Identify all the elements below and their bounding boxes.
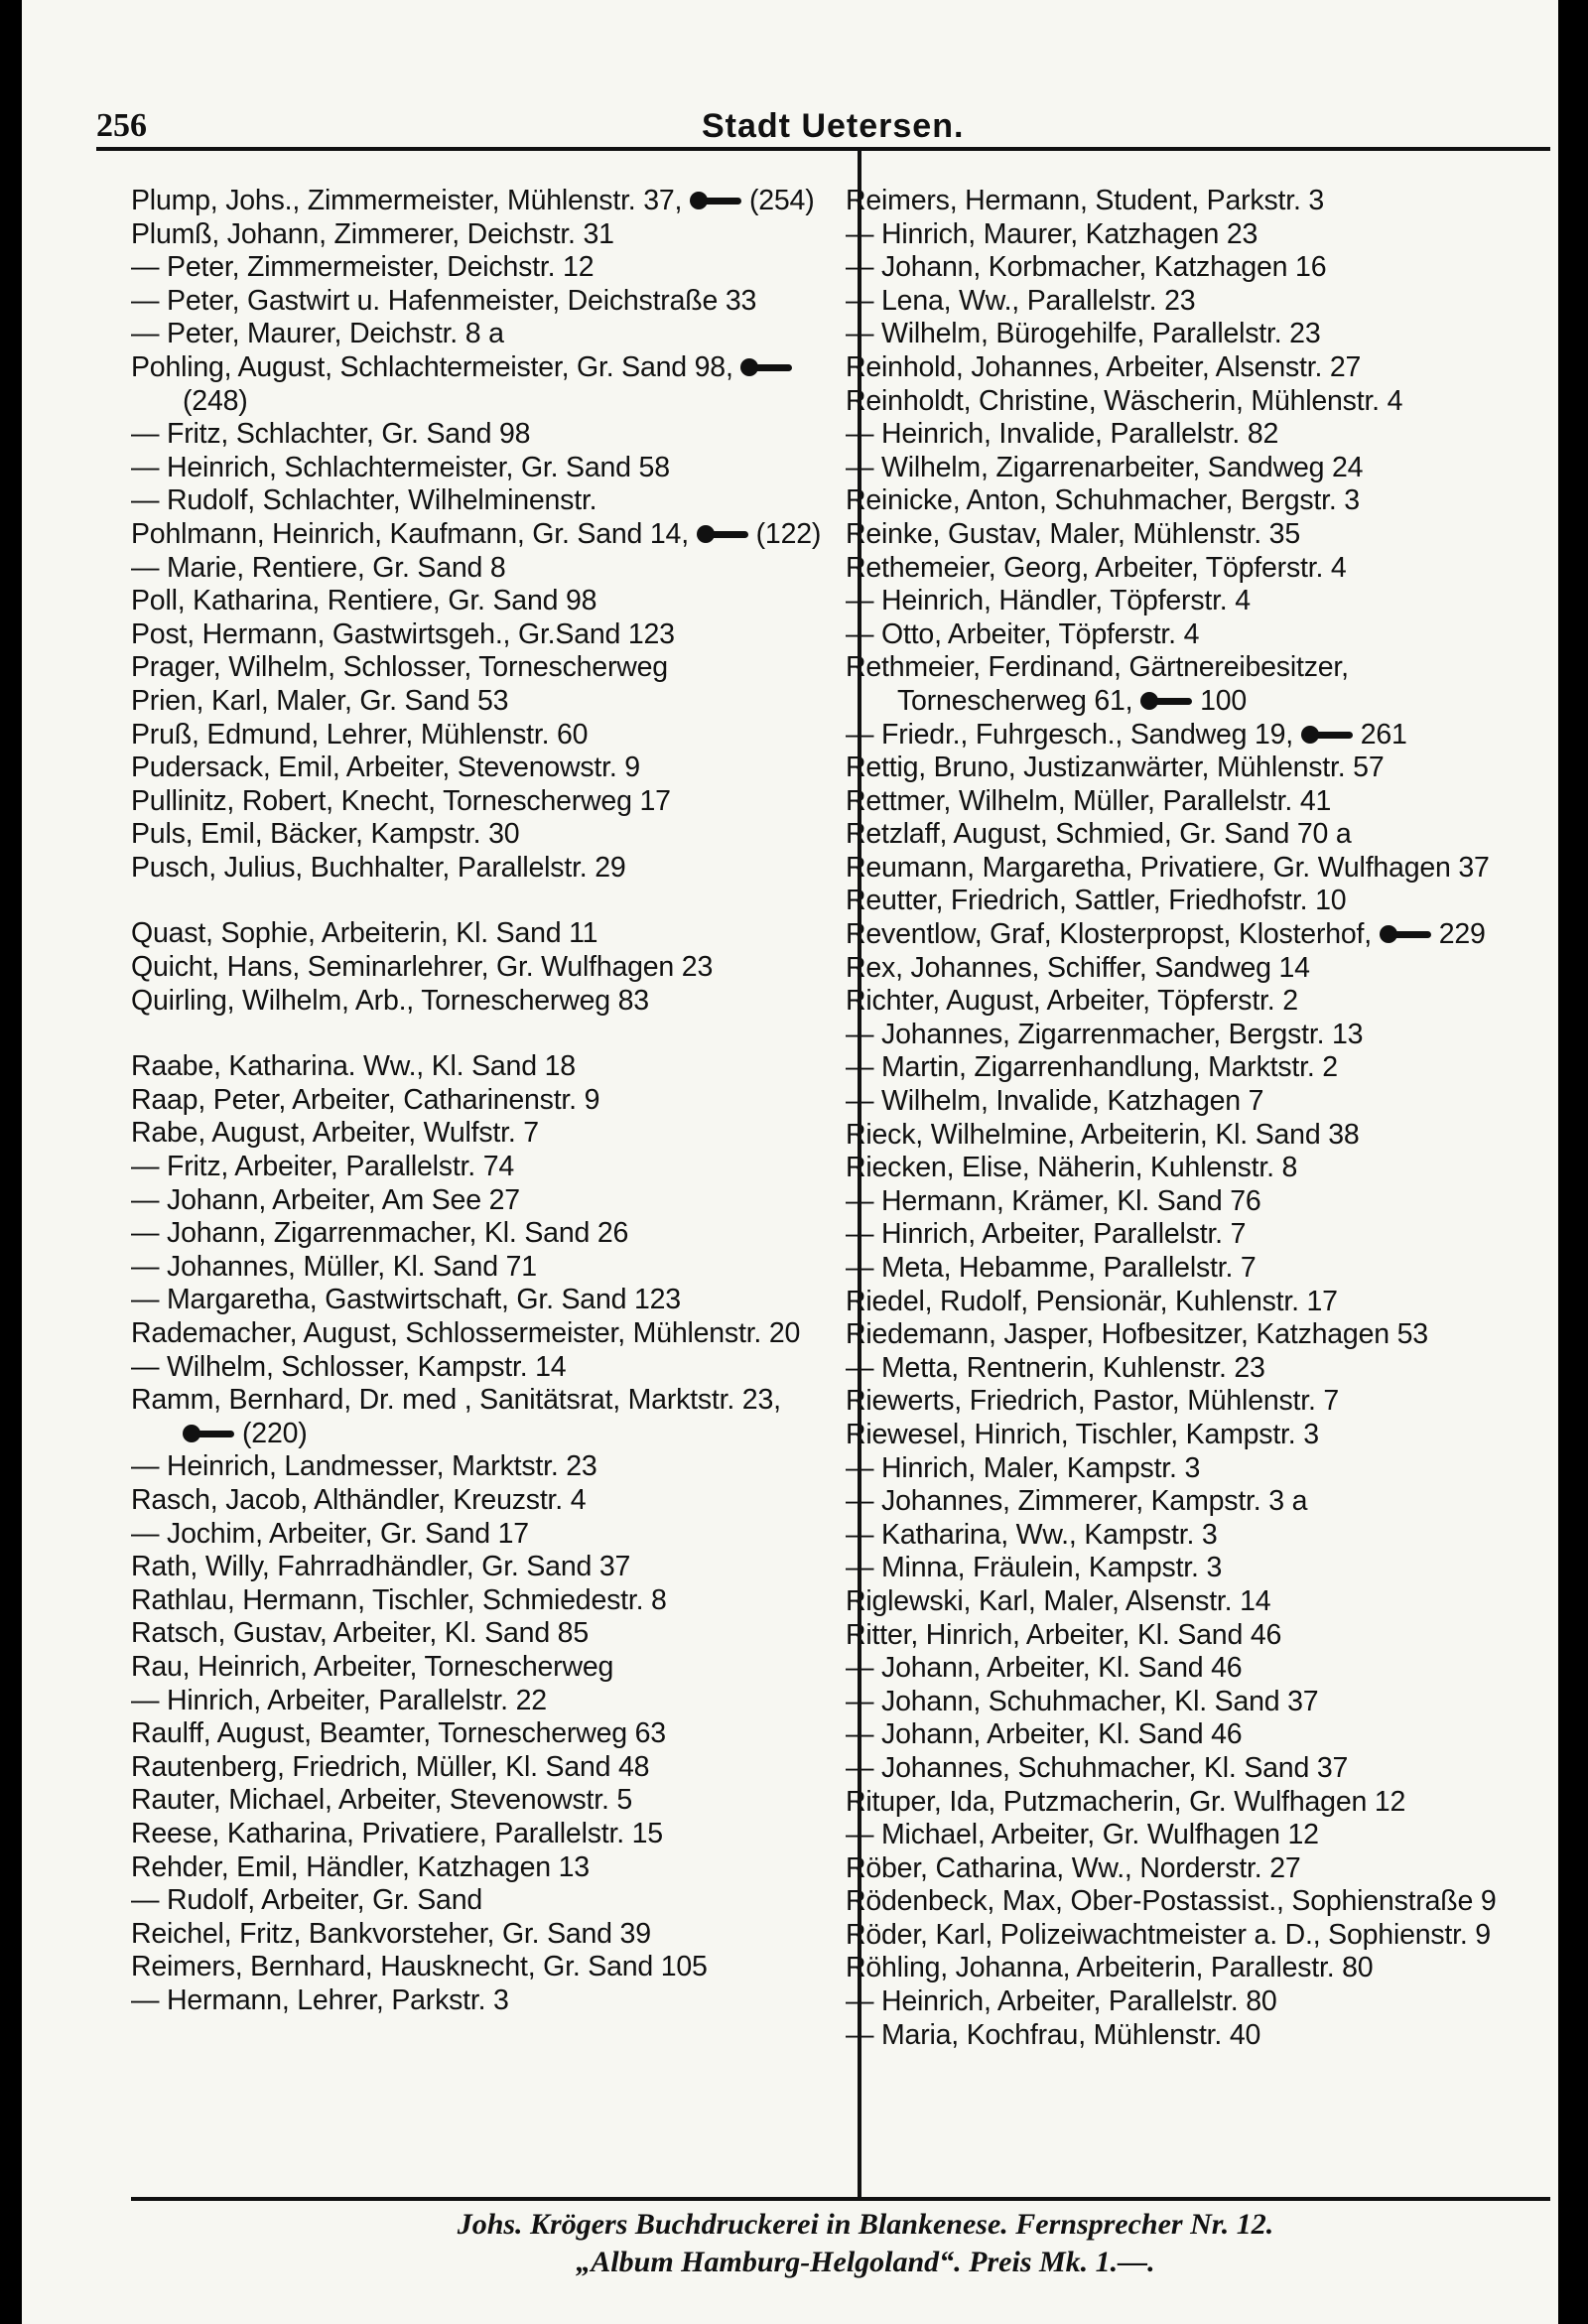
printer-footer: [191, 2206, 1540, 2281]
directory-entry: [846, 1185, 1521, 1219]
directory-entry: [846, 618, 1521, 652]
entry-text: Puls, Emil, Bäcker, Kampstr. 30: [131, 818, 520, 851]
entry-text: Riedel, Rudolf, Pensionär, Kuhlenstr. 17: [846, 1285, 1338, 1317]
entry-text: — Otto, Arbeiter, Töpferstr. 4: [846, 617, 1200, 650]
entry-text: Rademacher, August, Schlossermeister, Mühlenstr. 20: [131, 1317, 801, 1349]
entry-text: — Heinrich, Landmesser, Marktstr. 23: [131, 1450, 597, 1483]
directory-entry: [131, 351, 838, 418]
entry-text: Riecken, Elise, Näherin, Kuhlenstr. 8: [846, 1152, 1298, 1184]
directory-entry: [131, 1284, 838, 1317]
entry-text: — Maria, Kochfrau, Mühlenstr. 40: [846, 2018, 1261, 2051]
directory-entry: [131, 852, 838, 886]
phone-number: (254): [748, 185, 815, 216]
directory-entry: [846, 918, 1521, 952]
entry-text: Post, Hermann, Gastwirtsgeh., Gr.Sand 123: [131, 617, 675, 650]
directory-entry: [131, 1584, 838, 1618]
directory-entry: [846, 1352, 1521, 1386]
entry-text: — Johann, Arbeiter, Am See 27: [131, 1183, 520, 1216]
phone-number: (248): [183, 384, 248, 417]
telephone-hand-icon: [1140, 690, 1194, 712]
entry-text: Poll, Katharina, Rentiere, Gr. Sand 98: [131, 585, 597, 617]
entry-text: Röber, Catharina, Ww., Norderstr. 27: [846, 1851, 1301, 1884]
entry-text: — Peter, Zimmermeister, Deichstr. 12: [131, 251, 595, 284]
directory-entry: [131, 1851, 838, 1885]
entry-text: Röder, Karl, Polizeiwachtmeister a. D., Sophienstr. 9: [846, 1918, 1491, 1951]
directory-entry: [131, 552, 838, 586]
entry-text: Rituper, Ida, Putzmacherin, Gr. Wulfhagen 12: [846, 1785, 1406, 1818]
directory-entry: [846, 552, 1521, 586]
entry-text: — Hinrich, Maler, Kampstr. 3: [846, 1451, 1201, 1484]
entry-text: — Heinrich, Händler, Töpferstr. 4: [846, 585, 1251, 617]
entry-text: Rethemeier, Georg, Arbeiter, Töpferstr. 4: [846, 551, 1347, 584]
directory-entry: [131, 651, 838, 685]
directory-entry: [131, 484, 838, 518]
directory-entry: [846, 185, 1521, 218]
entry-text: — Johannes, Schuhmacher, Kl. Sand 37: [846, 1751, 1349, 1784]
directory-entry: [846, 285, 1521, 319]
entry-text: Rehder, Emil, Händler, Katzhagen 13: [131, 1850, 590, 1883]
entry-text: — Katharina, Ww., Kampstr. 3: [846, 1518, 1218, 1551]
directory-entry: [846, 1985, 1521, 2019]
directory-entry: [131, 1651, 838, 1685]
telephone-hand-icon: [740, 356, 794, 378]
directory-entry: [131, 917, 838, 951]
directory-entry: [131, 785, 838, 819]
directory-entry: [846, 1085, 1521, 1119]
entry-text: Quicht, Hans, Seminarlehrer, Gr. Wulfhagen 23: [131, 951, 714, 984]
directory-entry: [131, 1450, 838, 1484]
phone-number: 100: [1200, 684, 1248, 717]
directory-entry: [846, 251, 1521, 285]
right-column: [846, 185, 1521, 2052]
entry-text: Quast, Sophie, Arbeiterin, Kl. Sand 11: [131, 917, 598, 950]
directory-entry: [131, 1151, 838, 1184]
entry-text: — Heinrich, Invalide, Parallelstr. 82: [846, 418, 1279, 451]
entry-text: Reumann, Margaretha, Privatiere, Gr. Wulfhagen 37: [846, 851, 1490, 884]
directory-entry: [131, 518, 838, 552]
entry-text: Reutter, Friedrich, Sattler, Friedhofstr. 10: [846, 885, 1347, 917]
entry-text: — Wilhelm, Bürogehilfe, Parallelstr. 23: [846, 318, 1321, 350]
directory-entry: [131, 1251, 838, 1285]
directory-entry: [131, 1551, 838, 1584]
directory-entry: [846, 1852, 1521, 1886]
directory-entry: [846, 1385, 1521, 1419]
directory-entry: [131, 285, 838, 319]
entry-text: Ratsch, Gustav, Arbeiter, Kl. Sand 85: [131, 1617, 589, 1650]
directory-entry: [846, 585, 1521, 618]
entry-text: — Johann, Schuhmacher, Kl. Sand 37: [846, 1685, 1319, 1717]
directory-entry: [846, 1919, 1521, 1953]
entry-text: Rasch, Jacob, Althändler, Kreuzstr. 4: [131, 1483, 587, 1516]
directory-entry: [131, 1518, 838, 1552]
entry-text: Riewerts, Friedrich, Pastor, Mühlenstr. 7: [846, 1385, 1340, 1418]
entry-text: — Heinrich, Schlachtermeister, Gr. Sand 58: [131, 451, 670, 483]
entry-text: — Heinrich, Arbeiter, Parallelstr. 80: [846, 1985, 1277, 2018]
entry-text: — Lena, Ww., Parallelstr. 23: [846, 284, 1196, 317]
entry-text: — Johannes, Müller, Kl. Sand 71: [131, 1250, 537, 1283]
phone-number: (220): [242, 1417, 308, 1449]
page-header: [96, 107, 1545, 147]
entry-text: — Hermann, Krämer, Kl. Sand 76: [846, 1184, 1261, 1217]
entry-text: Reichel, Fritz, Bankvorsteher, Gr. Sand 39: [131, 1917, 651, 1950]
entry-text: Reese, Katharina, Privatiere, Parallelstr. 15: [131, 1817, 663, 1849]
directory-entry: [846, 1485, 1521, 1519]
header-rule: [96, 147, 1550, 151]
entry-text: Rethmeier, Ferdinand, Gärtnereibesitzer, Tornescherweg 61,: [846, 651, 1349, 717]
entry-text: — Hinrich, Arbeiter, Parallelstr. 22: [131, 1684, 547, 1716]
footer-line-1: Johs. Krögers Buchdruckerei in Blankenese. Fernsprecher Nr. 12.: [457, 2208, 1274, 2241]
directory-entry: [846, 418, 1521, 452]
directory-entry: [131, 185, 838, 218]
entry-text: Reimers, Hermann, Student, Parkstr. 3: [846, 185, 1325, 216]
entry-text: Prager, Wilhelm, Schlosser, Tornescherweg: [131, 651, 668, 684]
entry-text: — Meta, Hebamme, Parallelstr. 7: [846, 1252, 1257, 1284]
directory-entry: [846, 1619, 1521, 1653]
directory-entry: [846, 318, 1521, 351]
entry-text: Reinholdt, Christine, Wäscherin, Mühlenstr. 4: [846, 384, 1403, 417]
directory-entry: [846, 351, 1521, 385]
directory-entry: [131, 1084, 838, 1118]
entry-text: — Johannes, Zigarrenmacher, Bergstr. 13: [846, 1018, 1364, 1050]
phone-number: (122): [755, 517, 822, 550]
directory-entry: [131, 719, 838, 752]
directory-entry: [846, 952, 1521, 986]
entry-text: — Johann, Zigarrenmacher, Kl. Sand 26: [131, 1217, 629, 1250]
entry-text: Pohlmann, Heinrich, Kaufmann, Gr. Sand 14,: [131, 517, 697, 550]
entry-text: Rex, Johannes, Schiffer, Sandweg 14: [846, 951, 1310, 984]
directory-entry: [846, 385, 1521, 419]
page-title: Stadt Uetersen.: [702, 107, 965, 145]
telephone-hand-icon: [697, 523, 750, 545]
directory-entry: [131, 1617, 838, 1651]
entry-text: Richter, August, Arbeiter, Töpferstr. 2: [846, 985, 1298, 1018]
directory-entry: [131, 218, 838, 252]
directory-entry: [131, 1984, 838, 2018]
entry-text: — Fritz, Schlachter, Gr. Sand 98: [131, 418, 531, 451]
directory-entry: [846, 1952, 1521, 1985]
directory-entry: [131, 1717, 838, 1751]
entry-text: — Wilhelm, Schlosser, Kampstr. 14: [131, 1350, 567, 1383]
entry-text: — Johann, Korbmacher, Katzhagen 16: [846, 251, 1327, 284]
directory-entry: [131, 1884, 838, 1918]
directory-entry: [846, 719, 1521, 752]
entry-text: — Peter, Maurer, Deichstr. 8 a: [131, 318, 504, 350]
directory-entry: [131, 318, 838, 351]
directory-entry: [131, 1951, 838, 1984]
directory-page: [22, 0, 1558, 2324]
entry-text: Röhling, Johanna, Arbeiterin, Parallestr. 80: [846, 1952, 1374, 1984]
directory-entry: [131, 1184, 838, 1218]
entry-text: Plumß, Johann, Zimmerer, Deichstr. 31: [131, 217, 614, 250]
directory-entry: [131, 1685, 838, 1718]
entry-text: Rath, Willy, Fahrradhändler, Gr. Sand 37: [131, 1551, 631, 1583]
entry-text: Raulff, August, Beamter, Tornescherweg 63: [131, 1717, 666, 1750]
footer-line-2: „Album Hamburg-Helgoland“. Preis Mk. 1.—.: [576, 2246, 1155, 2278]
directory-entry: [846, 1051, 1521, 1085]
directory-entry: [846, 518, 1521, 552]
directory-entry: [846, 1252, 1521, 1286]
directory-entry: [846, 985, 1521, 1019]
directory-entry: [131, 1918, 838, 1952]
entry-text: Pudersack, Emil, Arbeiter, Stevenowstr. 9: [131, 752, 640, 784]
entry-text: Rieck, Wilhelmine, Arbeiterin, Kl. Sand 38: [846, 1118, 1360, 1151]
directory-entry: [846, 218, 1521, 252]
entry-text: — Hinrich, Arbeiter, Parallelstr. 7: [846, 1218, 1247, 1251]
entry-text: Rödenbeck, Max, Ober-Postassist., Sophienstraße 9: [846, 1885, 1497, 1918]
directory-entry: [846, 1519, 1521, 1553]
directory-entry: [131, 1784, 838, 1818]
directory-entry: [846, 1152, 1521, 1185]
entry-text: Retzlaff, August, Schmied, Gr. Sand 70 a: [846, 818, 1352, 851]
entry-text: Pohling, August, Schlachtermeister, Gr. Sand 98,: [131, 350, 741, 383]
entry-text: — Friedr., Fuhrgesch., Sandweg 19,: [846, 718, 1301, 751]
directory-entry: [131, 418, 838, 452]
directory-entry: [846, 1019, 1521, 1052]
directory-entry: [131, 685, 838, 719]
entry-text: — Jochim, Arbeiter, Gr. Sand 17: [131, 1517, 529, 1550]
entry-text: Rettmer, Wilhelm, Müller, Parallelstr. 41: [846, 784, 1332, 817]
page-number: 256: [96, 107, 147, 144]
entry-text: Reinke, Gustav, Maler, Mühlenstr. 35: [846, 517, 1300, 550]
directory-entry: [131, 585, 838, 618]
directory-entry: [846, 1318, 1521, 1352]
entry-text: Reinicke, Anton, Schuhmacher, Bergstr. 3: [846, 484, 1360, 517]
directory-entry: [846, 1786, 1521, 1820]
entry-text: — Minna, Fräulein, Kampstr. 3: [846, 1552, 1223, 1584]
directory-entry: [131, 1818, 838, 1851]
directory-entry: [131, 951, 838, 985]
directory-entry: [846, 1819, 1521, 1852]
directory-entry: [846, 1652, 1521, 1686]
entry-text: — Johannes, Zimmerer, Kampstr. 3 a: [846, 1485, 1308, 1518]
entry-text: — Wilhelm, Invalide, Katzhagen 7: [846, 1085, 1264, 1118]
directory-entry: [846, 1885, 1521, 1919]
entry-text: Pusch, Julius, Buchhalter, Parallelstr. 29: [131, 851, 626, 884]
directory-entry: [846, 484, 1521, 518]
phone-number: 229: [1438, 918, 1486, 951]
directory-entry: [131, 752, 838, 785]
entry-text: Reinhold, Johannes, Arbeiter, Alsenstr. 27: [846, 350, 1362, 383]
entry-text: — Michael, Arbeiter, Gr. Wulfhagen 12: [846, 1819, 1319, 1851]
left-column: [131, 185, 838, 2017]
directory-entry: [846, 1585, 1521, 1619]
entry-text: Riglewski, Karl, Maler, Alsenstr. 14: [846, 1584, 1271, 1617]
footer-rule: [131, 2197, 1550, 2201]
directory-entry: [846, 1119, 1521, 1153]
entry-text: Pullinitz, Robert, Knecht, Tornescherweg 17: [131, 784, 671, 817]
entry-text: Rau, Heinrich, Arbeiter, Tornescherweg: [131, 1650, 614, 1683]
entry-text: — Hermann, Lehrer, Parkstr. 3: [131, 1983, 509, 2016]
telephone-hand-icon: [1380, 923, 1433, 945]
entry-text: Rathlau, Hermann, Tischler, Schmiedestr. 8: [131, 1583, 667, 1616]
directory-entry: [846, 752, 1521, 785]
directory-entry: [846, 452, 1521, 485]
entry-text: — Peter, Gastwirt u. Hafenmeister, Deichstraße 33: [131, 284, 757, 317]
entry-text: Riedemann, Jasper, Hofbesitzer, Katzhagen 53: [846, 1318, 1428, 1351]
entry-text: — Metta, Rentnerin, Kuhlenstr. 23: [846, 1351, 1265, 1384]
entry-text: — Rudolf, Schlachter, Wilhelminenstr.: [131, 484, 597, 517]
entry-text: Riewesel, Hinrich, Tischler, Kampstr. 3: [846, 1418, 1319, 1450]
directory-entry: [846, 785, 1521, 819]
directory-entry: [846, 885, 1521, 918]
directory-entry: [846, 1286, 1521, 1319]
entry-text: Rettig, Bruno, Justizanwärter, Mühlenstr. 57: [846, 752, 1385, 784]
directory-entry: [131, 1317, 838, 1351]
entry-text: Rautenberg, Friedrich, Müller, Kl. Sand 48: [131, 1750, 650, 1783]
directory-entry: [846, 651, 1521, 718]
directory-entry: [846, 1452, 1521, 1486]
entry-text: Rabe, August, Arbeiter, Wulfstr. 7: [131, 1117, 539, 1150]
entry-text: Pruß, Edmund, Lehrer, Mühlenstr. 60: [131, 718, 589, 751]
entry-text: Reventlow, Graf, Klosterpropst, Klosterhof,: [846, 918, 1380, 951]
entry-text: — Hinrich, Maurer, Katzhagen 23: [846, 217, 1258, 250]
directory-entry: [846, 1218, 1521, 1252]
directory-entry: [131, 1751, 838, 1785]
directory-entry: [131, 1384, 838, 1450]
telephone-hand-icon: [1301, 724, 1355, 746]
telephone-hand-icon: [690, 190, 743, 211]
entry-text: — Marie, Rentiere, Gr. Sand 8: [131, 551, 506, 584]
entry-text: — Rudolf, Arbeiter, Gr. Sand: [131, 1884, 483, 1917]
directory-entry: [131, 1050, 838, 1084]
entry-text: Prien, Karl, Maler, Gr. Sand 53: [131, 684, 509, 717]
entry-text: Quirling, Wilhelm, Arb., Tornescherweg 83: [131, 984, 649, 1017]
directory-entry: [846, 1686, 1521, 1719]
directory-entry: [131, 1217, 838, 1251]
entry-text: — Wilhelm, Zigarrenarbeiter, Sandweg 24: [846, 451, 1364, 483]
directory-entry: [846, 852, 1521, 886]
directory-entry: [131, 1484, 838, 1518]
entry-text: Raap, Peter, Arbeiter, Catharinenstr. 9: [131, 1083, 600, 1116]
entry-text: Rauter, Michael, Arbeiter, Stevenowstr. 5: [131, 1784, 633, 1817]
entry-text: — Fritz, Arbeiter, Parallelstr. 74: [131, 1151, 515, 1183]
directory-entry: [846, 1752, 1521, 1786]
entry-text: Ritter, Hinrich, Arbeiter, Kl. Sand 46: [846, 1618, 1282, 1651]
directory-entry: [846, 2019, 1521, 2053]
entry-text: — Johann, Arbeiter, Kl. Sand 46: [846, 1718, 1243, 1751]
entry-text: — Margaretha, Gastwirtschaft, Gr. Sand 123: [131, 1284, 681, 1316]
directory-entry: [131, 251, 838, 285]
entry-text: — Johann, Arbeiter, Kl. Sand 46: [846, 1652, 1243, 1685]
directory-entry: [131, 818, 838, 852]
directory-entry: [131, 985, 838, 1019]
entry-text: Ramm, Bernhard, Dr. med , Sanitätsrat, Marktstr. 23,: [131, 1384, 781, 1417]
directory-entry: [131, 618, 838, 652]
entry-text: Plump, Johs., Zimmermeister, Mühlenstr. 37,: [131, 185, 690, 216]
entry-text: Reimers, Bernhard, Hausknecht, Gr. Sand 105: [131, 1951, 708, 1983]
directory-entry: [131, 452, 838, 485]
directory-entry: [846, 818, 1521, 852]
directory-entry: [846, 1419, 1521, 1452]
directory-entry: [131, 1351, 838, 1385]
entry-text: Raabe, Katharina. Ww., Kl. Sand 18: [131, 1050, 576, 1083]
directory-entry: [846, 1718, 1521, 1752]
scan-edge: [1558, 0, 1588, 2324]
directory-entry: [846, 1552, 1521, 1585]
telephone-hand-icon: [183, 1423, 236, 1444]
directory-entry: [131, 1117, 838, 1151]
phone-number: 261: [1360, 718, 1407, 751]
entry-text: — Martin, Zigarrenhandlung, Marktstr. 2: [846, 1051, 1338, 1084]
